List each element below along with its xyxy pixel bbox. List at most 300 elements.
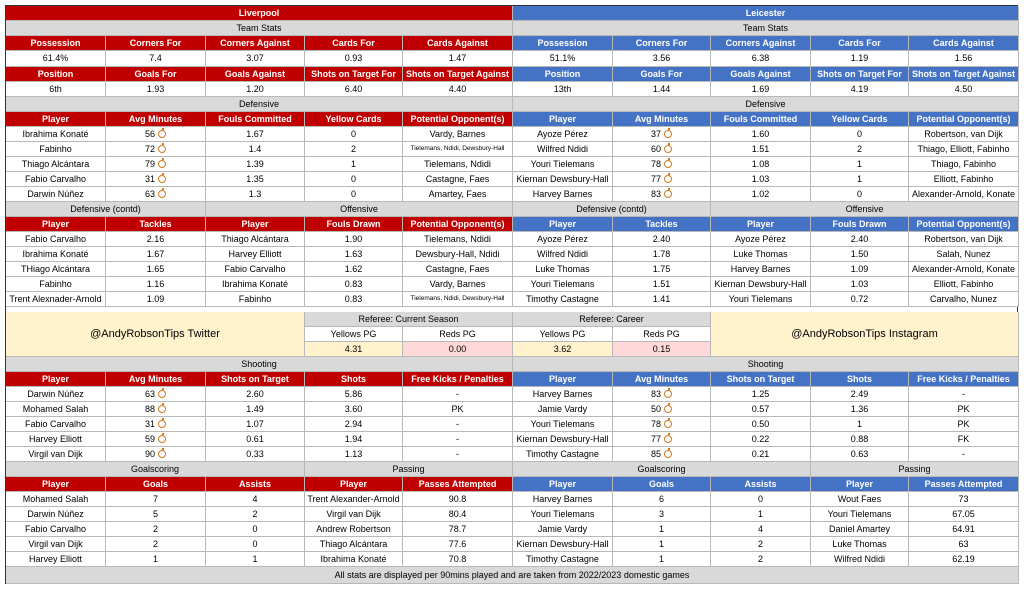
liverpool-offensive-player: Thiago Alcántara: [206, 232, 305, 247]
liverpool-goalscoring-cell: 2: [106, 522, 206, 537]
leicester-goalscoring-cell: 1: [711, 507, 811, 522]
leicester-goalscoring-cell: 0: [711, 492, 811, 507]
leicester-goalscoring-cell: 4: [711, 522, 811, 537]
leicester-defensive-header: Player: [513, 112, 613, 127]
liverpool-goalscoring-cell: 7: [106, 492, 206, 507]
leicester-goalscoring-title: Goalscoring: [513, 462, 811, 477]
leicester-goalscoring-header: Goals: [613, 477, 711, 492]
liverpool-shooting-cell: 5.86: [305, 387, 403, 402]
liverpool-defensive-player: Thiago Alcántara: [6, 157, 106, 172]
leicester-def-contd-value: 1.41: [613, 292, 711, 307]
leicester-passing-value: 63: [909, 537, 1019, 552]
liverpool-shooting-header: Avg Minutes: [106, 372, 206, 387]
leicester-shooting-cell: FK: [909, 432, 1019, 447]
instagram-promo: @AndyRobsonTips Instagram: [711, 312, 1019, 357]
liverpool-passing-value: 78.7: [403, 522, 513, 537]
stopwatch-icon: [664, 405, 672, 413]
liverpool-goalscoring-player: Virgil van Dijk: [6, 537, 106, 552]
leicester-stats2-value: 1.69: [711, 82, 811, 97]
leicester-stats2-value: 4.19: [811, 82, 909, 97]
liverpool-passing-player: Ibrahima Konaté: [305, 552, 403, 567]
liverpool-defensive-player: Darwin Núñez: [6, 187, 106, 202]
leicester-offensive-player: Ayoze Pérez: [711, 232, 811, 247]
liverpool-stats2-header: Goals For: [106, 67, 206, 82]
liverpool-shooting-cell: 3.60: [305, 402, 403, 417]
leicester-shooting-cell: 0.88: [811, 432, 909, 447]
liverpool-def-contd-player: Trent Alexnader-Arnold: [6, 292, 106, 307]
leicester-offensive-cell: 0.72: [811, 292, 909, 307]
leicester-goalscoring-player: Kiernan Dewsbury-Hall: [513, 537, 613, 552]
stopwatch-icon: [664, 160, 672, 168]
liverpool-stats1-value: 3.07: [206, 51, 305, 67]
leicester-shooting-player: Kiernan Dewsbury-Hall: [513, 432, 613, 447]
liverpool-def-contd-value: 1.16: [106, 277, 206, 292]
referee-current-yellows: 4.31: [305, 342, 403, 357]
leicester-defensive-header: Potential Opponent(s): [909, 112, 1019, 127]
liverpool-defensive-cell: 1.3: [206, 187, 305, 202]
leicester-goalscoring-cell: 2: [711, 552, 811, 567]
liverpool-shooting-header: Player: [6, 372, 106, 387]
liverpool-offensive-cell: 1.63: [305, 247, 403, 262]
leicester-offensive-header: Fouls Drawn: [811, 217, 909, 232]
leicester-defensive-cell: Thiago, Fabinho: [909, 157, 1019, 172]
liverpool-offensive-player: Ibrahima Konaté: [206, 277, 305, 292]
liverpool-stats2-value: 1.93: [106, 82, 206, 97]
liverpool-shooting-cell: PK: [403, 402, 513, 417]
leicester-passing-player: Wilfred Ndidi: [811, 552, 909, 567]
leicester-passing-value: 73: [909, 492, 1019, 507]
leicester-defensive-cell: 60: [613, 142, 711, 157]
leicester-passing-header: Passes Attempted: [909, 477, 1019, 492]
leicester-shooting-cell: 50: [613, 402, 711, 417]
liverpool-shooting-cell: -: [403, 417, 513, 432]
liverpool-defensive-header: Fouls Committed: [206, 112, 305, 127]
leicester-defensive-player: Ayoze Pérez: [513, 127, 613, 142]
referee-career-yellows: 3.62: [513, 342, 613, 357]
leicester-defensive-cell: 1.02: [711, 187, 811, 202]
leicester-offensive-cell: 1.03: [811, 277, 909, 292]
liverpool-defensive-cell: 1.67: [206, 127, 305, 142]
leicester-goalscoring-cell: 1: [613, 552, 711, 567]
liverpool-shooting-cell: 1.49: [206, 402, 305, 417]
liverpool-stats1-value: 61.4%: [6, 51, 106, 67]
liverpool-def-contd-player: Fabinho: [6, 277, 106, 292]
liverpool-passing-player: Thiago Alcántara: [305, 537, 403, 552]
liverpool-defensive-header: Potential Opponent(s): [403, 112, 513, 127]
stopwatch-icon: [664, 450, 672, 458]
leicester-passing-title: Passing: [811, 462, 1019, 477]
liverpool-defensive-cell: 1: [305, 157, 403, 172]
liverpool-defensive-player: Ibrahima Konaté: [6, 127, 106, 142]
liverpool-goalscoring-player: Fabio Carvalho: [6, 522, 106, 537]
leicester-shooting-cell: 77: [613, 432, 711, 447]
liverpool-offensive-player: Harvey Elliott: [206, 247, 305, 262]
leicester-offensive-cell: Salah, Nunez: [909, 247, 1019, 262]
liverpool-passing-title: Passing: [305, 462, 513, 477]
leicester-defensive-player: Harvey Barnes: [513, 187, 613, 202]
leicester-defensive-cell: 37: [613, 127, 711, 142]
leicester-shooting-cell: PK: [909, 402, 1019, 417]
leicester-stats1-header: Possession: [513, 36, 613, 51]
referee-current-title: Referee: Current Season: [305, 312, 513, 327]
leicester-defensive-player: Youri Tielemans: [513, 157, 613, 172]
leicester-shooting-cell: 1: [811, 417, 909, 432]
leicester-stats1-header: Cards For: [811, 36, 909, 51]
liverpool-defensive-cell: 63: [106, 187, 206, 202]
leicester-def-contd-header: Tackles: [613, 217, 711, 232]
liverpool-goalscoring-cell: 1: [106, 552, 206, 567]
liverpool-stats1-value: 0.93: [305, 51, 403, 67]
liverpool-shooting-cell: 0.33: [206, 447, 305, 462]
leicester-stats1-header: Corners For: [613, 36, 711, 51]
leicester-stats1-header: Corners Against: [711, 36, 811, 51]
liverpool-passing-value: 77.6: [403, 537, 513, 552]
referee-reds-label: Reds PG: [613, 327, 711, 342]
leicester-stats1-value: 3.56: [613, 51, 711, 67]
stopwatch-icon: [664, 145, 672, 153]
liverpool-stats2-header: Position: [6, 67, 106, 82]
leicester-defensive-header: Avg Minutes: [613, 112, 711, 127]
liverpool-goalscoring-cell: 0: [206, 537, 305, 552]
liverpool-stats2-header: Shots on Target Against: [403, 67, 513, 82]
referee-yellows-label: Yellows PG: [513, 327, 613, 342]
leicester-def-contd-player: Youri Tielemans: [513, 277, 613, 292]
stopwatch-icon: [158, 390, 166, 398]
leicester-defensive-player: Wilfred Ndidi: [513, 142, 613, 157]
liverpool-offensive-header: Fouls Drawn: [305, 217, 403, 232]
liverpool-goalscoring-player: Harvey Elliott: [6, 552, 106, 567]
liverpool-stats1-header: Cards Against: [403, 36, 513, 51]
liverpool-goalscoring-cell: 5: [106, 507, 206, 522]
leicester-goalscoring-header: Assists: [711, 477, 811, 492]
liverpool-defensive-cell: 1.4: [206, 142, 305, 157]
leicester-defensive-cell: 1.08: [711, 157, 811, 172]
liverpool-shooting-cell: -: [403, 447, 513, 462]
liverpool-goalscoring-cell: 2: [206, 507, 305, 522]
liverpool-stats2-value: 1.20: [206, 82, 305, 97]
liverpool-goalscoring-cell: 1: [206, 552, 305, 567]
leicester-defensive-cell: 1.03: [711, 172, 811, 187]
liverpool-goalscoring-cell: 4: [206, 492, 305, 507]
leicester-def-contd-value: 1.51: [613, 277, 711, 292]
liverpool-stats1-header: Corners Against: [206, 36, 305, 51]
leicester-defensive-cell: 1.51: [711, 142, 811, 157]
leicester-offensive-cell: 1.09: [811, 262, 909, 277]
stopwatch-icon: [158, 175, 166, 183]
stopwatch-icon: [664, 130, 672, 138]
leicester-shooting-header: Shots: [811, 372, 909, 387]
leicester-shooting-cell: 0.21: [711, 447, 811, 462]
liverpool-shooting-header: Shots on Target: [206, 372, 305, 387]
leicester-passing-player: Luke Thomas: [811, 537, 909, 552]
liverpool-defensive-cell: 1.35: [206, 172, 305, 187]
stopwatch-icon: [664, 435, 672, 443]
liverpool-goalscoring-player: Mohamed Salah: [6, 492, 106, 507]
leicester-stats1-value: 1.19: [811, 51, 909, 67]
leicester-passing-player: Daniel Amartey: [811, 522, 909, 537]
liverpool-stats2-value: 4.40: [403, 82, 513, 97]
leicester-defensive-cell: 78: [613, 157, 711, 172]
leicester-offensive-player: Youri Tielemans: [711, 292, 811, 307]
stopwatch-icon: [158, 405, 166, 413]
leicester-stats1-value: 6.38: [711, 51, 811, 67]
stopwatch-icon: [158, 435, 166, 443]
leicester-defensive-cell: 77: [613, 172, 711, 187]
leicester-offensive-cell: Alexander-Arnold, Konate: [909, 262, 1019, 277]
leicester-shooting-cell: 0.22: [711, 432, 811, 447]
liverpool-passing-player: Andrew Robertson: [305, 522, 403, 537]
leicester-shooting-player: Jamie Vardy: [513, 402, 613, 417]
liverpool-defensive-cell: 79: [106, 157, 206, 172]
leicester-shooting-player: Timothy Castagne: [513, 447, 613, 462]
liverpool-defensive-cell: Vardy, Barnes: [403, 127, 513, 142]
liverpool-goalscoring-header: Assists: [206, 477, 305, 492]
liverpool-def-contd-header: Player: [6, 217, 106, 232]
leicester-shooting-header: Player: [513, 372, 613, 387]
referee-career-reds: 0.15: [613, 342, 711, 357]
stopwatch-icon: [664, 390, 672, 398]
leicester-stats2-header: Goals Against: [711, 67, 811, 82]
leicester-goalscoring-cell: 2: [711, 537, 811, 552]
leicester-stats2-value: 13th: [513, 82, 613, 97]
liverpool-team-stats-title: Team Stats: [6, 21, 513, 36]
leicester-shooting-cell: 85: [613, 447, 711, 462]
liverpool-offensive-title: Offensive: [206, 202, 513, 217]
leicester-shooting-header: Avg Minutes: [613, 372, 711, 387]
leicester-def-contd-player: Luke Thomas: [513, 262, 613, 277]
leicester-stats1-header: Cards Against: [909, 36, 1019, 51]
leicester-passing-value: 67.05: [909, 507, 1019, 522]
leicester-stats2-value: 1.44: [613, 82, 711, 97]
liverpool-offensive-cell: 1.62: [305, 262, 403, 277]
leicester-stats1-value: 1.56: [909, 51, 1019, 67]
liverpool-offensive-cell: Tielemans, Ndidi, Dewsbury-Hall: [403, 292, 513, 307]
liverpool-shooting-player: Fabio Carvalho: [6, 417, 106, 432]
liverpool-offensive-player: Fabio Carvalho: [206, 262, 305, 277]
leicester-def-contd-header: Player: [513, 217, 613, 232]
leicester-shooting-cell: 0.50: [711, 417, 811, 432]
liverpool-defensive-header: Avg Minutes: [106, 112, 206, 127]
leicester-def-contd-value: 1.75: [613, 262, 711, 277]
liverpool-passing-value: 90.8: [403, 492, 513, 507]
leicester-passing-player: Wout Faes: [811, 492, 909, 507]
leicester-defensive-cell: 1.60: [711, 127, 811, 142]
leicester-offensive-cell: 2.40: [811, 232, 909, 247]
liverpool-def-contd-value: 1.65: [106, 262, 206, 277]
liverpool-goalscoring-player: Darwin Núñez: [6, 507, 106, 522]
leicester-goalscoring-cell: 6: [613, 492, 711, 507]
liverpool-offensive-player: Fabinho: [206, 292, 305, 307]
liverpool-stats1-value: 7.4: [106, 51, 206, 67]
liverpool-goalscoring-header: Player: [6, 477, 106, 492]
leicester-goalscoring-cell: 1: [613, 522, 711, 537]
leicester-shooting-header: Shots on Target: [711, 372, 811, 387]
stopwatch-icon: [158, 130, 166, 138]
liverpool-shooting-header: Shots: [305, 372, 403, 387]
liverpool-passing-value: 80.4: [403, 507, 513, 522]
leicester-goalscoring-player: Timothy Castagne: [513, 552, 613, 567]
liverpool-goalscoring-header: Goals: [106, 477, 206, 492]
leicester-stats1-value: 51.1%: [513, 51, 613, 67]
liverpool-shooting-cell: 1.13: [305, 447, 403, 462]
leicester-shooting-cell: PK: [909, 417, 1019, 432]
liverpool-defensive-cell: Tielemans, Ndidi, Dewsbury-Hall: [403, 142, 513, 157]
leicester-offensive-cell: 1.50: [811, 247, 909, 262]
liverpool-shooting-player: Mohamed Salah: [6, 402, 106, 417]
leicester-offensive-cell: Carvalho, Nunez: [909, 292, 1019, 307]
liverpool-shooting-cell: -: [403, 387, 513, 402]
leicester-passing-header: Player: [811, 477, 909, 492]
liverpool-def-contd-value: 1.09: [106, 292, 206, 307]
leicester-shooting-cell: 2.49: [811, 387, 909, 402]
referee-career-title: Referee: Career: [513, 312, 711, 327]
liverpool-defensive-cell: 0: [305, 172, 403, 187]
leicester-shooting-cell: 0.57: [711, 402, 811, 417]
liverpool-defensive-player: Fabio Carvalho: [6, 172, 106, 187]
liverpool-offensive-cell: Castagne, Faes: [403, 262, 513, 277]
liverpool-stats2-value: 6.40: [305, 82, 403, 97]
liverpool-shooting-player: Harvey Elliott: [6, 432, 106, 447]
stopwatch-icon: [158, 160, 166, 168]
liverpool-defensive-cell: 2: [305, 142, 403, 157]
liverpool-defensive-player: Fabinho: [6, 142, 106, 157]
leicester-defensive-cell: Thiago, Elliott, Fabinho: [909, 142, 1019, 157]
stopwatch-icon: [158, 190, 166, 198]
liverpool-defensive-cell: Castagne, Faes: [403, 172, 513, 187]
leicester-defensive-cell: 0: [811, 127, 909, 142]
liverpool-passing-header: Passes Attempted: [403, 477, 513, 492]
leicester-team-title: Leicester: [513, 6, 1019, 21]
liverpool-shooting-cell: 59: [106, 432, 206, 447]
liverpool-defensive-cell: 0: [305, 127, 403, 142]
liverpool-stats2-header: Shots on Target For: [305, 67, 403, 82]
referee-yellows-label: Yellows PG: [305, 327, 403, 342]
leicester-stats2-header: Goals For: [613, 67, 711, 82]
leicester-stats2-header: Shots on Target Against: [909, 67, 1019, 82]
leicester-shooting-header: Free Kicks / Penalties: [909, 372, 1019, 387]
leicester-def-contd-player: Wilfred Ndidi: [513, 247, 613, 262]
leicester-defensive-player: Kiernan Dewsbury-Hall: [513, 172, 613, 187]
liverpool-defensive-title: Defensive: [6, 97, 513, 112]
liverpool-stats1-header: Corners For: [106, 36, 206, 51]
liverpool-goalscoring-title: Goalscoring: [6, 462, 305, 477]
liverpool-stats2-value: 6th: [6, 82, 106, 97]
leicester-shooting-cell: 1.25: [711, 387, 811, 402]
liverpool-shooting-player: Darwin Núñez: [6, 387, 106, 402]
liverpool-defensive-cell: 72: [106, 142, 206, 157]
liverpool-shooting-cell: 88: [106, 402, 206, 417]
leicester-defensive-title: Defensive: [513, 97, 1019, 112]
stopwatch-icon: [158, 420, 166, 428]
leicester-defensive-cell: 0: [811, 187, 909, 202]
liverpool-passing-header: Player: [305, 477, 403, 492]
liverpool-passing-value: 70.8: [403, 552, 513, 567]
leicester-passing-player: Youri Tielemans: [811, 507, 909, 522]
leicester-goalscoring-player: Youri Tielemans: [513, 507, 613, 522]
referee-reds-label: Reds PG: [403, 327, 513, 342]
liverpool-def-contd-header: Tackles: [106, 217, 206, 232]
liverpool-defensive-header: Player: [6, 112, 106, 127]
liverpool-goalscoring-cell: 2: [106, 537, 206, 552]
liverpool-stats1-value: 1.47: [403, 51, 513, 67]
leicester-defensive-cell: Elliott, Fabinho: [909, 172, 1019, 187]
leicester-stats2-header: Shots on Target For: [811, 67, 909, 82]
liverpool-stats1-header: Possession: [6, 36, 106, 51]
leicester-defensive-header: Yellow Cards: [811, 112, 909, 127]
leicester-shooting-cell: 0.63: [811, 447, 909, 462]
liverpool-shooting-cell: 2.94: [305, 417, 403, 432]
liverpool-shooting-cell: 0.61: [206, 432, 305, 447]
stopwatch-icon: [664, 175, 672, 183]
stopwatch-icon: [664, 190, 672, 198]
liverpool-passing-player: Virgil van Dijk: [305, 507, 403, 522]
leicester-offensive-cell: Elliott, Fabinho: [909, 277, 1019, 292]
leicester-passing-value: 62.19: [909, 552, 1019, 567]
liverpool-def-contd-title: Defensive (contd): [6, 202, 206, 217]
liverpool-offensive-cell: 0.83: [305, 277, 403, 292]
leicester-defensive-cell: 1: [811, 172, 909, 187]
leicester-goalscoring-cell: 3: [613, 507, 711, 522]
leicester-shooting-player: Youri Tielemans: [513, 417, 613, 432]
leicester-def-contd-player: Timothy Castagne: [513, 292, 613, 307]
stats-sheet: [5, 5, 1018, 584]
liverpool-stats1-header: Cards For: [305, 36, 403, 51]
liverpool-shooting-cell: -: [403, 432, 513, 447]
leicester-shooting-title: Shooting: [513, 357, 1019, 372]
liverpool-shooting-cell: 90: [106, 447, 206, 462]
leicester-defensive-cell: 83: [613, 187, 711, 202]
leicester-defensive-cell: 2: [811, 142, 909, 157]
liverpool-team-title: Liverpool: [6, 6, 513, 21]
leicester-offensive-player: Kiernan Dewsbury-Hall: [711, 277, 811, 292]
stopwatch-icon: [158, 450, 166, 458]
leicester-goalscoring-player: Jamie Vardy: [513, 522, 613, 537]
leicester-passing-value: 64.91: [909, 522, 1019, 537]
leicester-defensive-header: Fouls Committed: [711, 112, 811, 127]
leicester-stats2-header: Position: [513, 67, 613, 82]
leicester-def-contd-title: Defensive (contd): [513, 202, 711, 217]
liverpool-goalscoring-cell: 0: [206, 522, 305, 537]
liverpool-shooting-player: Virgil van Dijk: [6, 447, 106, 462]
twitter-promo: @AndyRobsonTips Twitter: [6, 312, 305, 357]
leicester-shooting-cell: 78: [613, 417, 711, 432]
leicester-offensive-player: Luke Thomas: [711, 247, 811, 262]
leicester-team-stats-title: Team Stats: [513, 21, 1019, 36]
leicester-offensive-title: Offensive: [711, 202, 1019, 217]
liverpool-offensive-header: Potential Opponent(s): [403, 217, 513, 232]
leicester-shooting-cell: 83: [613, 387, 711, 402]
liverpool-def-contd-value: 1.67: [106, 247, 206, 262]
footer-note: All stats are displayed per 90mins played and are taken from 2022/2023 domestic games: [6, 567, 1019, 584]
liverpool-shooting-cell: 63: [106, 387, 206, 402]
liverpool-shooting-cell: 31: [106, 417, 206, 432]
leicester-stats2-value: 4.50: [909, 82, 1019, 97]
leicester-def-contd-player: Ayoze Pérez: [513, 232, 613, 247]
liverpool-defensive-cell: 0: [305, 187, 403, 202]
liverpool-shooting-cell: 1.07: [206, 417, 305, 432]
liverpool-def-contd-player: THiago Alcántara: [6, 262, 106, 277]
leicester-defensive-cell: Robertson, van Dijk: [909, 127, 1019, 142]
liverpool-defensive-cell: Amartey, Faes: [403, 187, 513, 202]
leicester-defensive-cell: Alexander-Arnold, Konate: [909, 187, 1019, 202]
liverpool-defensive-cell: 31: [106, 172, 206, 187]
leicester-shooting-cell: 1.36: [811, 402, 909, 417]
leicester-offensive-player: Harvey Barnes: [711, 262, 811, 277]
leicester-def-contd-value: 1.78: [613, 247, 711, 262]
liverpool-def-contd-player: Fabio Carvalho: [6, 232, 106, 247]
liverpool-shooting-cell: 1.94: [305, 432, 403, 447]
leicester-shooting-player: Harvey Barnes: [513, 387, 613, 402]
